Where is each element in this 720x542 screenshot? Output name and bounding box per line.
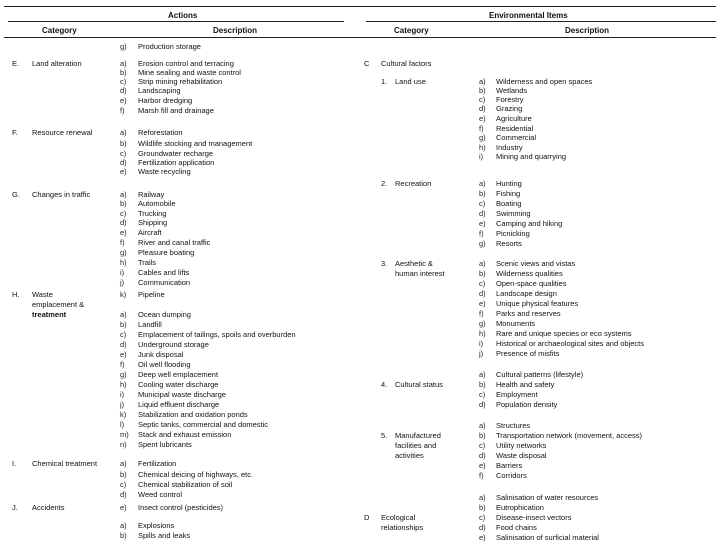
title-rule-right — [366, 21, 716, 22]
action-description: Deep well emplacement — [138, 370, 219, 379]
item-letter: e) — [479, 299, 486, 308]
item-letter: e) — [479, 461, 486, 470]
item-letter: a) — [120, 521, 127, 530]
subcategory-number: 5. — [381, 431, 388, 440]
item-letter: b) — [479, 380, 486, 389]
action-description: Emplacement of tailings, spoils and overburden — [138, 330, 296, 339]
item-letter: g) — [479, 133, 486, 142]
action-description: Junk disposal — [138, 350, 184, 359]
item-letter: f) — [120, 360, 125, 369]
action-description: Ocean dumping — [138, 310, 191, 319]
main-category-letter: C — [364, 59, 370, 68]
environmental-item-description: Open-space qualities — [496, 279, 567, 288]
item-letter: k) — [120, 290, 127, 299]
subcategory-label: Cultural status — [395, 380, 443, 389]
action-description: Fertilization application — [138, 158, 215, 167]
action-description: Underground storage — [138, 340, 209, 349]
environmental-item-description: Unique physical features — [496, 299, 579, 308]
action-description: Erosion control and terracing — [138, 59, 234, 68]
item-letter: j) — [120, 400, 125, 409]
action-description: Chemical stabilization of soil — [138, 480, 233, 489]
item-letter: a) — [479, 421, 486, 430]
category-letter: E. — [12, 59, 20, 68]
item-letter: d) — [120, 340, 127, 349]
item-letter: j) — [120, 278, 125, 287]
item-letter: b) — [120, 68, 127, 77]
actions-title: Actions — [168, 11, 198, 20]
subcategory-label: facilities and — [395, 441, 437, 450]
item-letter: k) — [120, 410, 127, 419]
environmental-item-description: Agriculture — [496, 114, 532, 123]
item-letter: a) — [479, 493, 486, 502]
environmental-item-description: Historical or archaeological sites and objects — [496, 339, 644, 348]
environmental-item-description: Residential — [496, 124, 534, 133]
environmental-item-description: Resorts — [496, 239, 522, 248]
action-description: Railway — [138, 190, 165, 199]
item-letter: d) — [479, 451, 486, 460]
environmental-item-description: Rare and unique species or eco systems — [496, 329, 632, 338]
environmental-item-description: Barriers — [496, 461, 523, 470]
action-description: Municipal waste discharge — [138, 390, 226, 399]
action-description: Wildlife stocking and management — [138, 139, 253, 148]
action-description: Reforestation — [138, 128, 183, 137]
action-description: Marsh fill and drainage — [138, 106, 214, 115]
item-letter: d) — [120, 490, 127, 499]
action-description: Pipeline — [138, 290, 165, 299]
environmental-item-description: Eutrophication — [496, 503, 544, 512]
main-category-label: Ecological — [381, 513, 416, 522]
action-description: Aircraft — [138, 228, 162, 237]
environmental-item-description: Health and safety — [496, 380, 555, 389]
item-letter: j) — [479, 349, 484, 358]
environmental-item-description: Fishing — [496, 189, 521, 198]
environmental-item-description: Boating — [496, 199, 522, 208]
environmental-item-description: Wilderness and open spaces — [496, 77, 593, 86]
category-label: Chemical treatment — [32, 459, 98, 468]
left-description-header: Description — [213, 26, 258, 35]
environmental-item-description: Wilderness qualities — [496, 269, 563, 278]
subcategory-label: Land use — [395, 77, 426, 86]
item-letter: e) — [120, 96, 127, 105]
action-description: Spent lubricants — [138, 440, 192, 449]
category-letter: F. — [12, 128, 18, 137]
action-description: Weed control — [138, 490, 183, 499]
environmental-item-description: Salinisation of water resources — [496, 493, 599, 502]
environmental-item-description: Salinisation of surficial material — [496, 533, 599, 542]
action-description: River and canal traffic — [138, 238, 211, 247]
main-category-letter: D — [364, 513, 370, 522]
category-letter: I. — [12, 459, 17, 468]
item-letter: b) — [479, 269, 486, 278]
environmental-item-description: Landscape design — [496, 289, 557, 298]
item-letter: b) — [479, 431, 486, 440]
environmental-item-description: Disease-insect vectors — [496, 513, 572, 522]
main-category-label: relationships — [381, 523, 424, 532]
item-letter: f) — [479, 229, 484, 238]
action-description: Landscaping — [138, 86, 181, 95]
right-description-header: Description — [565, 26, 610, 35]
item-letter: e) — [120, 228, 127, 237]
category-letter: J. — [12, 503, 18, 512]
category-label: Resource renewal — [32, 128, 93, 137]
item-letter: e) — [120, 350, 127, 359]
item-letter: d) — [479, 400, 486, 409]
item-letter: d) — [120, 158, 127, 167]
environmental-item-description: Parks and reserves — [496, 309, 561, 318]
action-description: Spills and leaks — [138, 531, 191, 540]
action-description: Oil well flooding — [138, 360, 191, 369]
item-letter: d) — [120, 218, 127, 227]
item-letter: f) — [479, 309, 484, 318]
environmental-item-description: Population density — [496, 400, 558, 409]
item-letter: c) — [120, 77, 127, 86]
item-letter: f) — [120, 238, 125, 247]
category-label: emplacement & — [32, 300, 85, 309]
item-letter: h) — [120, 380, 127, 389]
item-letter: b) — [120, 470, 127, 479]
subcategory-number: 1. — [381, 77, 388, 86]
item-letter: i) — [120, 390, 125, 399]
environmental-item-description: Picnicking — [496, 229, 530, 238]
action-description: Harbor dredging — [138, 96, 193, 105]
environmental-item-description: Presence of misfits — [496, 349, 560, 358]
item-letter: g) — [120, 248, 127, 257]
action-description: Insect control (pesticides) — [138, 503, 224, 512]
action-description: Groundwater recharge — [138, 149, 214, 158]
environmental-item-description: Scenic views and vistas — [496, 259, 576, 268]
subcategory-number: 2. — [381, 179, 388, 188]
environmental-item-description: Structures — [496, 421, 531, 430]
action-description: Cables and lifts — [138, 268, 190, 277]
action-description: Liquid effluent discharge — [138, 400, 220, 409]
item-letter: d) — [120, 86, 127, 95]
subcategory-label: activities — [395, 451, 424, 460]
category-label: Changes in traffic — [32, 190, 91, 199]
action-description: Production storage — [138, 42, 201, 51]
item-letter: a) — [479, 370, 486, 379]
left-category-header: Category — [42, 26, 77, 35]
item-letter: n) — [120, 440, 127, 449]
environmental-item-description: Grazing — [496, 104, 523, 113]
environmental-items-title: Environmental Items — [489, 11, 568, 20]
environmental-item-description: Utility networks — [496, 441, 547, 450]
item-letter: f) — [120, 106, 125, 115]
item-letter: c) — [479, 513, 486, 522]
item-letter: b) — [479, 189, 486, 198]
environmental-item-description: Hunting — [496, 179, 522, 188]
action-description: Explosions — [138, 521, 175, 530]
item-letter: g) — [120, 42, 127, 51]
action-description: Trucking — [138, 209, 167, 218]
item-letter: f) — [479, 124, 484, 133]
environmental-item-description: Transportation network (movement, access) — [496, 431, 643, 440]
item-letter: h) — [479, 329, 486, 338]
action-description: Waste recycling — [138, 167, 191, 176]
action-description: Automobile — [138, 199, 176, 208]
action-description: Stabilization and oxidation ponds — [138, 410, 248, 419]
environmental-item-description: Forestry — [496, 95, 524, 104]
action-description: Fertilization — [138, 459, 177, 468]
item-letter: h) — [479, 143, 486, 152]
item-letter: f) — [479, 471, 484, 480]
environmental-item-description: Industry — [496, 143, 523, 152]
item-letter: a) — [120, 310, 127, 319]
environmental-item-description: Cultural patterns (lifestyle) — [496, 370, 584, 379]
action-description: Landfill — [138, 320, 162, 329]
item-letter: i) — [479, 152, 484, 161]
environmental-item-description: Camping and hiking — [496, 219, 563, 228]
item-letter: c) — [120, 330, 127, 339]
environmental-item-description: Waste disposal — [496, 451, 547, 460]
category-label: Accidents — [32, 503, 65, 512]
environmental-item-description: Commercial — [496, 133, 537, 142]
item-letter: c) — [479, 95, 486, 104]
item-letter: b) — [479, 86, 486, 95]
item-letter: e) — [479, 533, 486, 542]
environmental-item-description: Employment — [496, 390, 538, 399]
main-category-label: Cultural factors — [381, 59, 432, 68]
item-letter: d) — [479, 209, 486, 218]
item-letter: l) — [120, 420, 125, 429]
subcategory-number: 4. — [381, 380, 388, 389]
category-letter: H. — [12, 290, 20, 299]
category-letter: G. — [12, 190, 20, 199]
subcategory-number: 3. — [381, 259, 388, 268]
item-letter: b) — [120, 531, 127, 540]
item-letter: c) — [479, 390, 486, 399]
action-description: Shipping — [138, 218, 168, 227]
top-rule — [4, 6, 716, 7]
item-letter: a) — [479, 259, 486, 268]
item-letter: b) — [120, 139, 127, 148]
item-letter: e) — [479, 114, 486, 123]
item-letter: c) — [479, 199, 486, 208]
item-letter: b) — [120, 320, 127, 329]
item-letter: a) — [120, 459, 127, 468]
item-letter: e) — [120, 503, 127, 512]
right-category-header: Category — [394, 26, 429, 35]
environmental-item-description: Monuments — [496, 319, 536, 328]
action-description: Pleasure boating — [138, 248, 195, 257]
action-description: Mine sealing and waste control — [138, 68, 241, 77]
item-letter: d) — [479, 104, 486, 113]
item-letter: g) — [120, 370, 127, 379]
item-letter: c) — [479, 279, 486, 288]
environmental-item-description: Corridors — [496, 471, 527, 480]
header-rule — [4, 37, 716, 38]
subcategory-label: Aesthetic & — [395, 259, 433, 268]
subcategory-label: human interest — [395, 269, 445, 278]
item-letter: a) — [120, 59, 127, 68]
item-letter: c) — [120, 149, 127, 158]
item-letter: c) — [120, 480, 127, 489]
item-letter: d) — [479, 289, 486, 298]
item-letter: g) — [479, 239, 486, 248]
environmental-item-description: Mining and quarrying — [496, 152, 567, 161]
item-letter: a) — [120, 128, 127, 137]
item-letter: i) — [479, 339, 484, 348]
subcategory-label: Recreation — [395, 179, 432, 188]
item-letter: e) — [120, 167, 127, 176]
item-letter: a) — [479, 77, 486, 86]
item-letter: b) — [120, 199, 127, 208]
item-letter: a) — [479, 179, 486, 188]
item-letter: c) — [120, 209, 127, 218]
subcategory-label: Manufactured — [395, 431, 441, 440]
action-description: Stack and exhaust emission — [138, 430, 232, 439]
item-letter: g) — [479, 319, 486, 328]
environmental-item-description: Wetlands — [496, 86, 528, 95]
item-letter: d) — [479, 523, 486, 532]
environmental-item-description: Food chains — [496, 523, 537, 532]
category-label: Waste — [32, 290, 53, 299]
item-letter: m) — [120, 430, 129, 439]
category-label: Land alteration — [32, 59, 82, 68]
item-letter: a) — [120, 190, 127, 199]
action-description: Chemical deicing of highways, etc. — [138, 470, 254, 479]
item-letter: c) — [479, 441, 486, 450]
action-description: Strip mining rehabilitation — [138, 77, 223, 86]
item-letter: e) — [479, 219, 486, 228]
title-rule-left — [8, 21, 344, 22]
item-letter: i) — [120, 268, 125, 277]
action-description: Trails — [138, 258, 157, 267]
category-label: treatment — [32, 310, 67, 319]
environmental-item-description: Swimming — [496, 209, 531, 218]
item-letter: h) — [120, 258, 127, 267]
action-description: Septic tanks, commercial and domestic — [138, 420, 269, 429]
action-description: Cooling water discharge — [138, 380, 219, 389]
action-description: Communication — [138, 278, 191, 287]
item-letter: b) — [479, 503, 486, 512]
